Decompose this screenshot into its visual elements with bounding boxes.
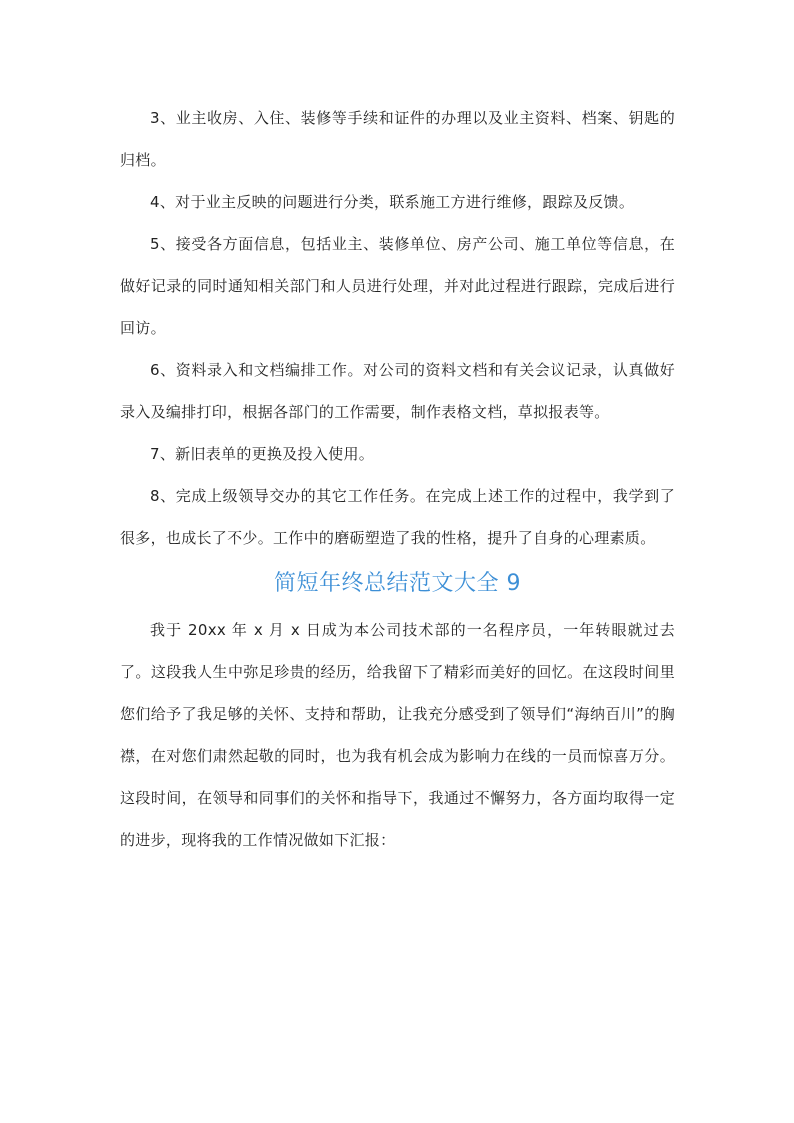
- paragraph-item-6: 6、资料录入和文档编排工作。对公司的资料文档和有关会议记录，认真做好录入及编排打印，根据各部门的工作需要，制作表格文档，草拟报表等。: [120, 361, 675, 421]
- paragraph-item-3: 3、业主收房、入住、装修等手续和证件的办理以及业主资料、档案、钥匙的归档。: [120, 109, 675, 169]
- section-heading: 简短年终总结范文大全 9: [274, 571, 521, 596]
- document-body: [120, 97, 675, 861]
- paragraph-item-5: 5、接受各方面信息，包括业主、装修单位、房产公司、施工单位等信息，在做好记录的同时通知相关部门和人员进行处理，并对此过程进行跟踪，完成后进行回访。: [120, 235, 675, 337]
- section-intro-paragraph: 我于 20xx 年 x 月 x 日成为本公司技术部的一名程序员，一年转眼就过去了。这段我人生中弥足珍贵的经历，给我留下了精彩而美好的回忆。在这段时间里您们给予了我足够的关怀、支持和帮助，让我充分感受到了领导们“海纳百川”的胸襟，在对您们肃然起敬的同时，也为我有机会成为影响力在线的一员而惊喜万分。这段时间，在领导和同事们的关怀和指导下，我通过不懈努力，各方面均取得一定的进步，现将我的工作情况做如下汇报：: [120, 621, 675, 849]
- paragraph-item-8: 8、完成上级领导交办的其它工作任务。在完成上述工作的过程中，我学到了很多，也成长了不少。工作中的磨砺塑造了我的性格，提升了自身的心理素质。: [120, 487, 675, 547]
- paragraph-item-4: 4、对于业主反映的问题进行分类，联系施工方进行维修，跟踪及反馈。: [150, 193, 635, 211]
- paragraph-item-7: 7、新旧表单的更换及投入使用。: [150, 445, 375, 463]
